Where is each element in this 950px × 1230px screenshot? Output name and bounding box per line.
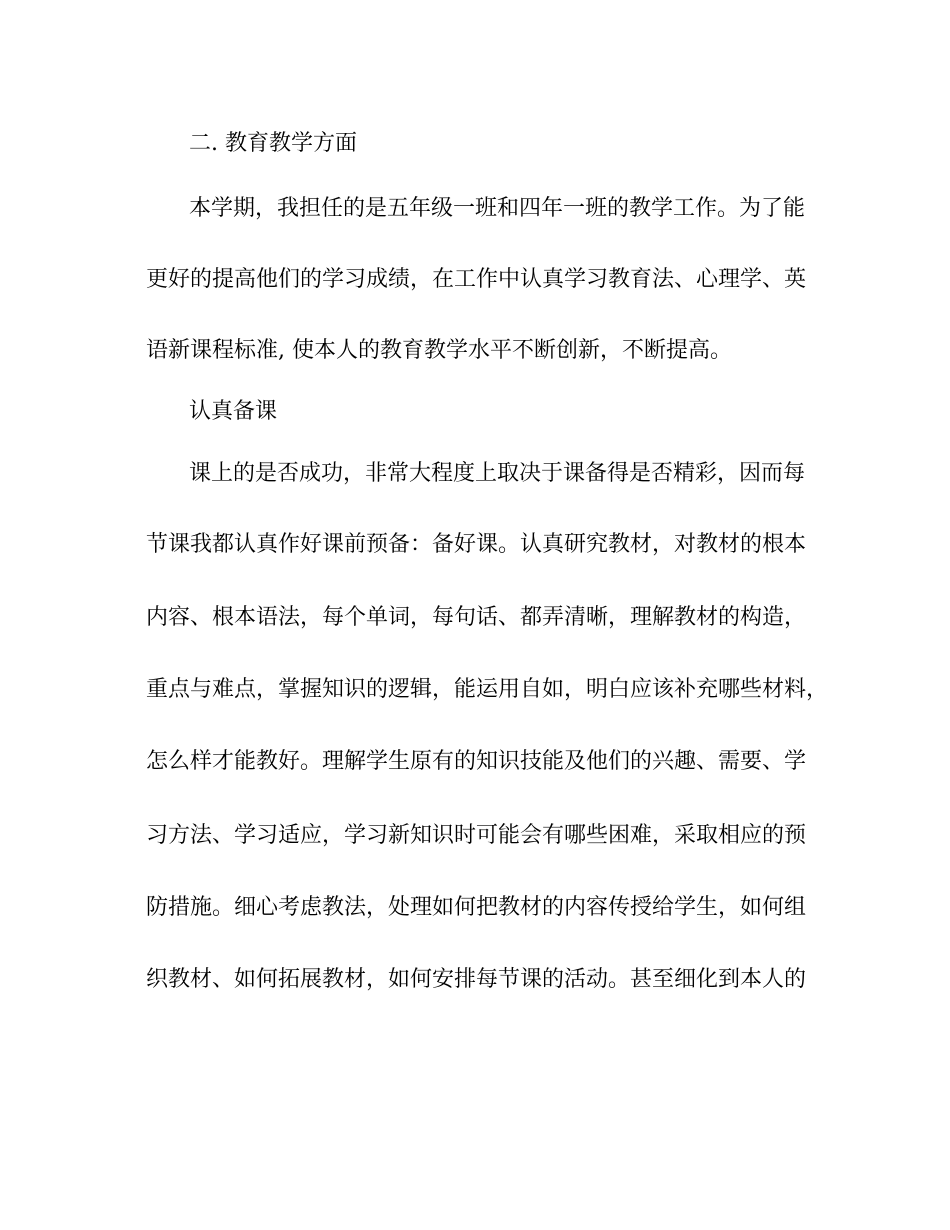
paragraph-line: 节课我都认真作好课前预备：备好课。认真研究教材，对教材的根本 [146,532,807,557]
paragraph-line: 内容、根本语法，每个单词，每句话、都弄清晰，理解教材的构造， [146,605,807,630]
paragraph-line: 织教材、如何拓展教材，如何安排每节课的活动。甚至细化到本人的 [146,967,807,992]
paragraph-line: 语新课程标准, 使本人的教育教学水平不断创新，不断提高。 [146,338,732,363]
paragraph-line: 课上的是否成功，非常大程度上取决于课备得是否精彩，因而每 [189,461,806,486]
paragraph-line: 防措施。细心考虑教法，处理如何把教材的内容传授给学生，如何组 [146,895,807,920]
section-heading: 二. 教育教学方面 [189,131,357,156]
paragraph-line: 更好的提高他们的学习成绩，在工作中认真学习教育法、心理学、英 [146,267,807,292]
paragraph-line: 本学期，我担任的是五年级一班和四年一班的教学工作。为了能 [189,196,806,221]
paragraph-line: 重点与难点，掌握知识的逻辑，能运用自如，明白应该补充哪些材料， [146,677,829,702]
paragraph-line: 怎么样才能教好。理解学生原有的知识技能及他们的兴趣、需要、学 [146,749,807,774]
subheading: 认真备课 [189,399,278,424]
paragraph-line: 习方法、学习适应，学习新知识时可能会有哪些困难，采取相应的预 [146,823,807,848]
